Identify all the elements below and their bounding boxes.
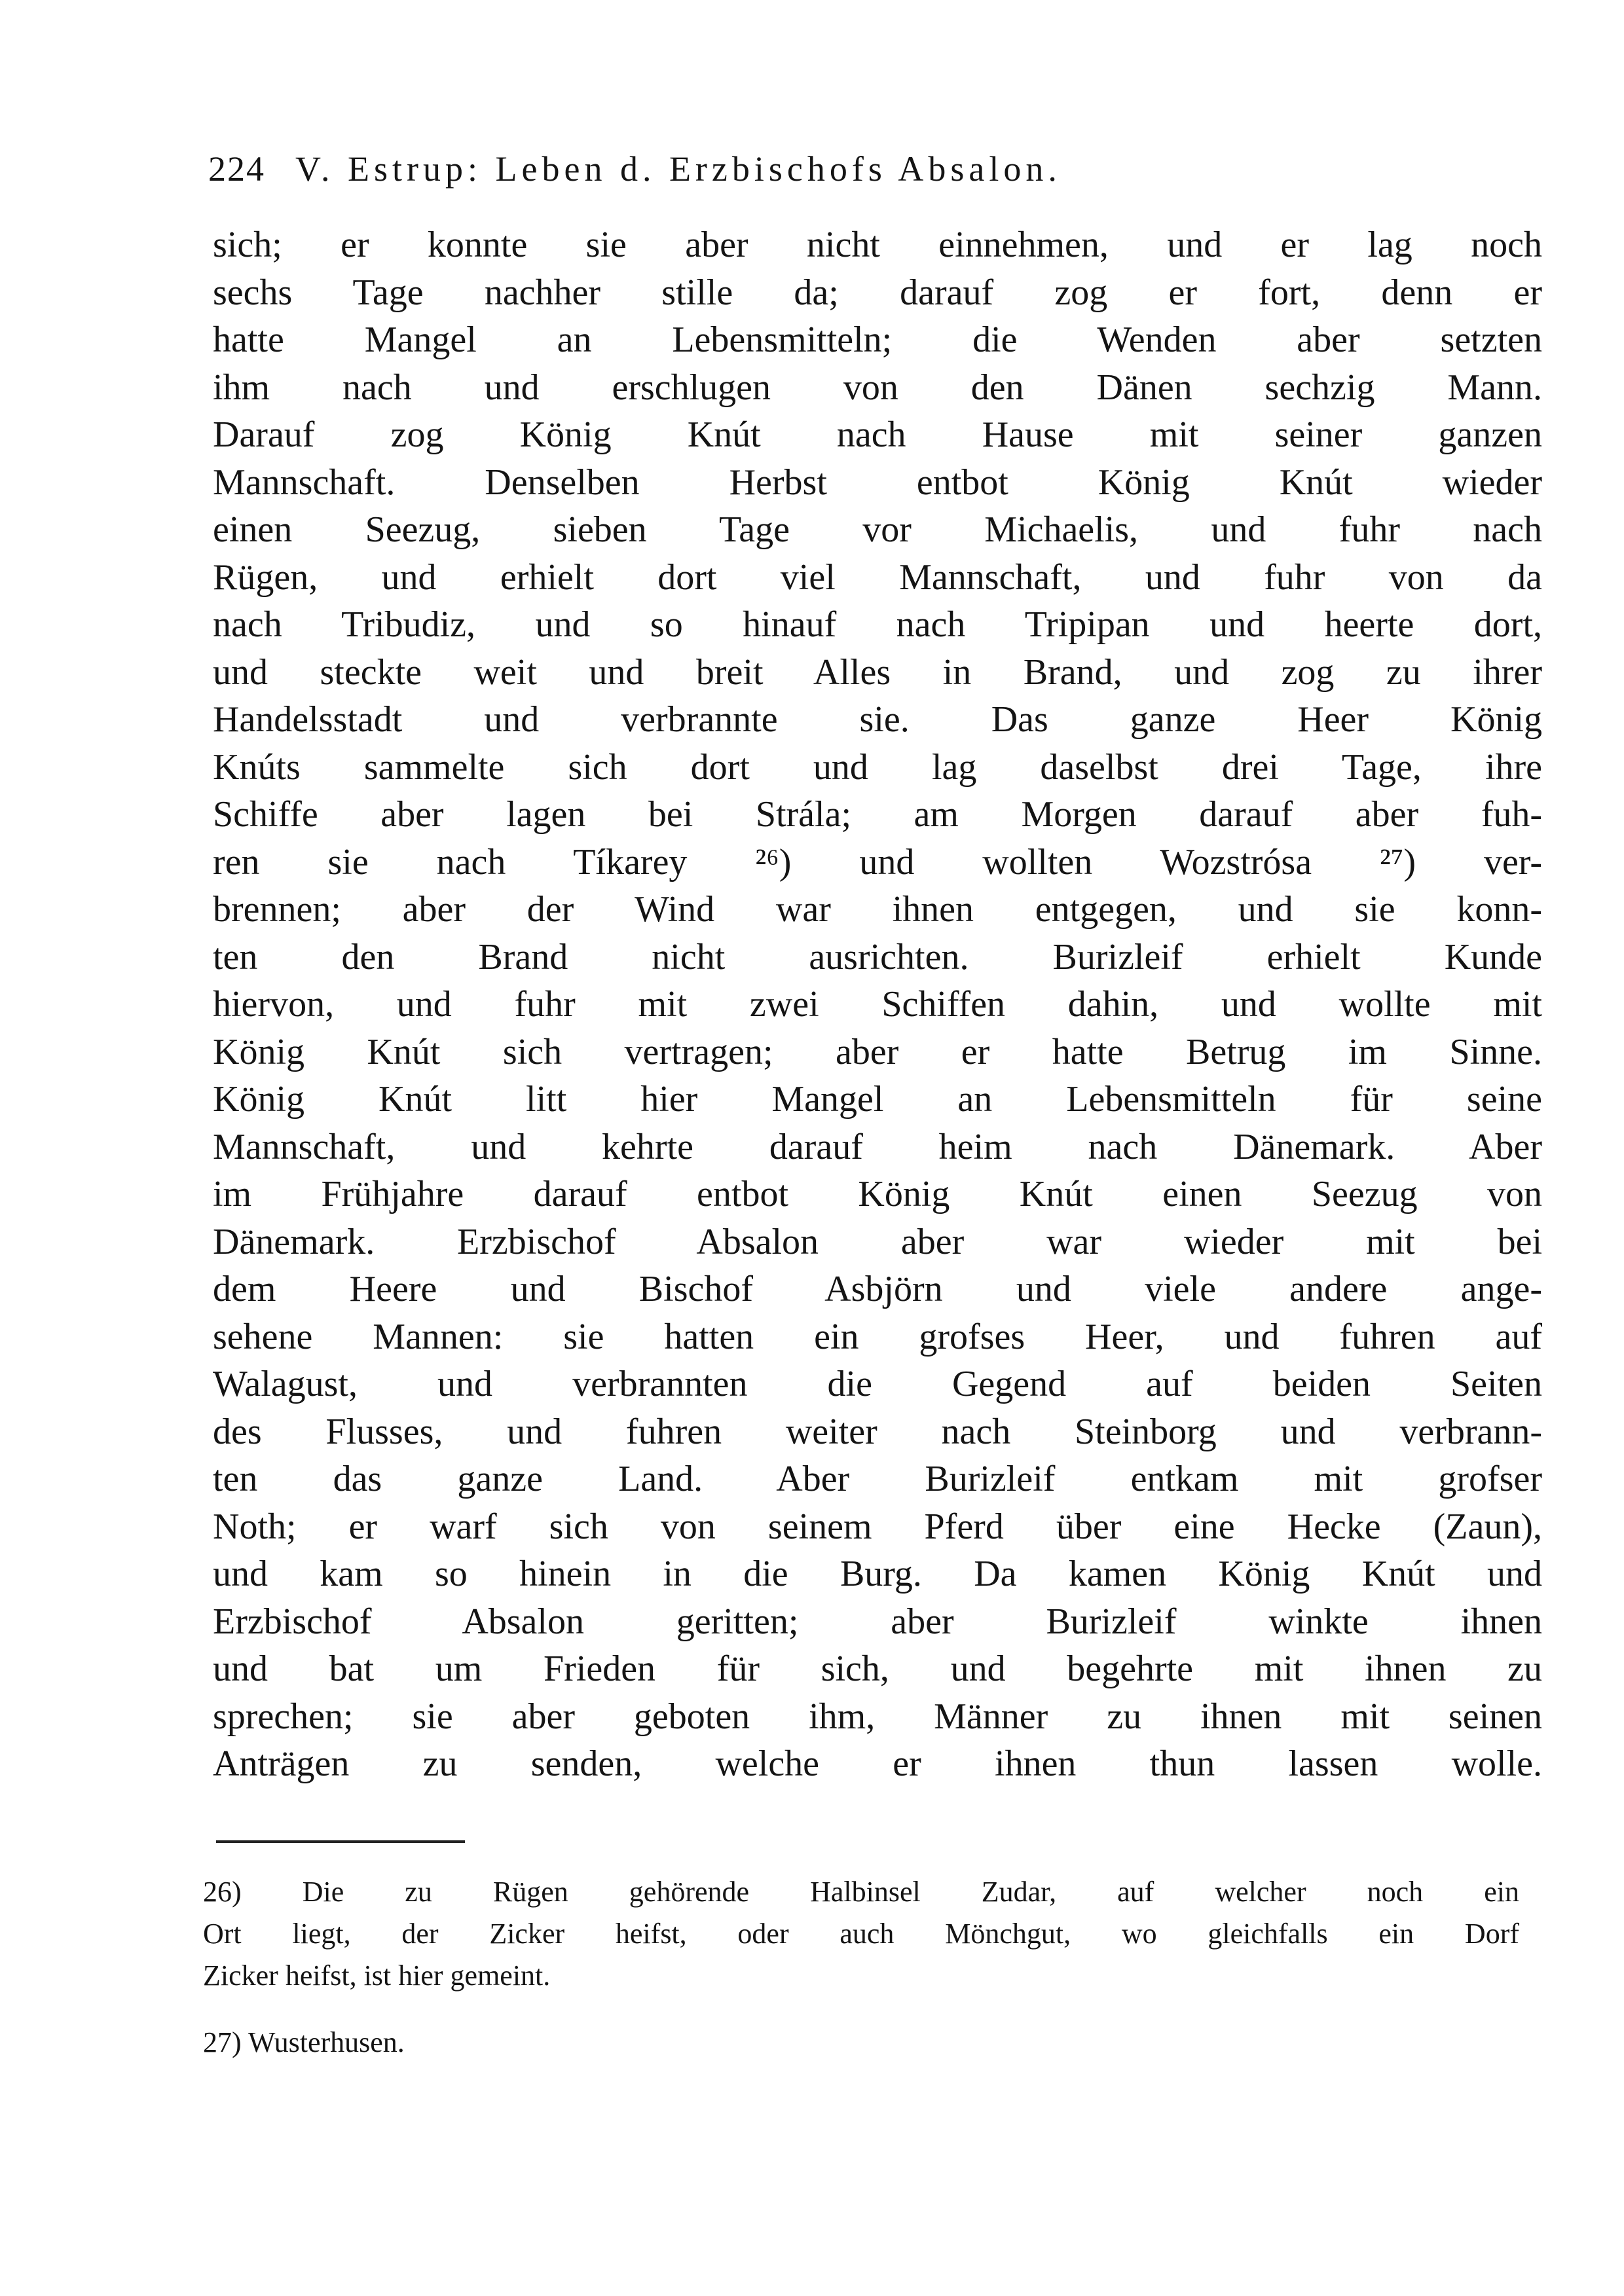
text-line: hiervon, und fuhr mit zwei Schiffen dahin, und wollte mit (213, 984, 1542, 1025)
text-line: Dänemark. Erzbischof Absalon aber war wieder mit bei (213, 1221, 1542, 1262)
text-line: Mannschaft. Denselben Herbst entbot König Knút wieder (213, 462, 1542, 503)
text-line: des Flusses, und fuhren weiter nach Steinborg und verbrann- (213, 1411, 1542, 1452)
text-line: sich; er konnte sie aber nicht einnehmen, und er lag noch (213, 225, 1542, 265)
text-line: König Knút sich vertragen; aber er hatte Betrug im Sinne. (213, 1031, 1542, 1072)
text-line: sprechen; sie aber geboten ihm, Männer zu ihnen mit seinen (213, 1696, 1542, 1737)
text-line: Rügen, und erhielt dort viel Mannschaft, und fuhr von da (213, 556, 1542, 598)
text-line: König Knút litt hier Mangel an Lebensmitteln für seine (213, 1079, 1542, 1120)
text-line: ten den Brand nicht ausrichten. Burizleif erhielt Kunde (213, 936, 1542, 977)
text-line: Knúts sammelte sich dort und lag daselbst drei Tage, ihre (213, 746, 1542, 788)
text-line: Erzbischof Absalon geritten; aber Burizleif winkte ihnen (213, 1601, 1542, 1642)
text-line: Handelsstadt und verbrannte sie. Das ganze Heer König (213, 699, 1542, 740)
text-line: Darauf zog König Knút nach Hause mit seiner ganzen (213, 414, 1542, 455)
text-line: nach Tribudiz, und so hinauf nach Tripipan und heerte dort, (213, 604, 1542, 645)
text-line: sehene Mannen: sie hatten ein grofses Heer, und fuhren auf (213, 1316, 1542, 1357)
footnote-26-line: Zicker heifst, ist hier gemeint. (203, 1959, 551, 1992)
text-line: Mannschaft, und kehrte darauf heim nach Dänemark. Aber (213, 1126, 1542, 1167)
text-line: Noth; er warf sich von seinem Pferd über eine Hecke (Zaun), (213, 1506, 1542, 1547)
text-line: dem Heere und Bischof Asbjörn und viele andere ange- (213, 1269, 1542, 1309)
main-text (213, 221, 1542, 1788)
footnote-rule (216, 1840, 465, 1843)
text-line: Schiffe aber lagen bei Strála; am Morgen darauf aber fuh- (213, 794, 1542, 835)
text-line: und steckte weit und breit Alles in Brand, und zog zu ihrer (213, 651, 1542, 693)
text-line: und bat um Frieden für sich, und begehrte mit ihnen zu (213, 1649, 1542, 1689)
running-head (208, 143, 1485, 195)
text-line: brennen; aber der Wind war ihnen entgegen, und sie konn- (213, 889, 1542, 930)
text-line: ten das ganze Land. Aber Burizleif entkam mit grofser (213, 1459, 1542, 1499)
text-line: hatte Mangel an Lebensmitteln; die Wenden aber setzten (213, 319, 1542, 360)
footnote-27: 27) Wusterhusen. (203, 2026, 405, 2058)
text-line: ihm nach und erschlugen von den Dänen sechzig Mann. (213, 367, 1542, 408)
footnotes (203, 1871, 1519, 2064)
running-title: V. Estrup: Leben d. Erzbischofs Absalon. (295, 149, 1061, 189)
text-line: sechs Tage nachher stille da; darauf zog er fort, denn er (213, 272, 1542, 313)
text-line: und kam so hinein in die Burg. Da kamen König Knút und (213, 1554, 1542, 1594)
text-line: im Frühjahre darauf entbot König Knút einen Seezug von (213, 1174, 1542, 1214)
text-line: einen Seezug, sieben Tage vor Michaelis, und fuhr nach (213, 509, 1542, 550)
text-line: Walagust, und verbrannten die Gegend auf beiden Seiten (213, 1364, 1542, 1404)
text-line: ren sie nach Tíkarey ²⁶) und wollten Wozstrósa ²⁷) ver- (213, 841, 1542, 883)
text-line: Anträgen zu senden, welche er ihnen thun lassen wolle. (213, 1743, 1542, 1784)
footnote-26-line: Ort liegt, der Zicker heifst, oder auch Mönchgut, wo gleichfalls ein Dorf (203, 1918, 1519, 1950)
footnote-26-line: 26) Die zu Rügen gehörende Halbinsel Zudar, auf welcher noch ein (203, 1876, 1519, 1908)
page-number: 224 (208, 149, 265, 189)
